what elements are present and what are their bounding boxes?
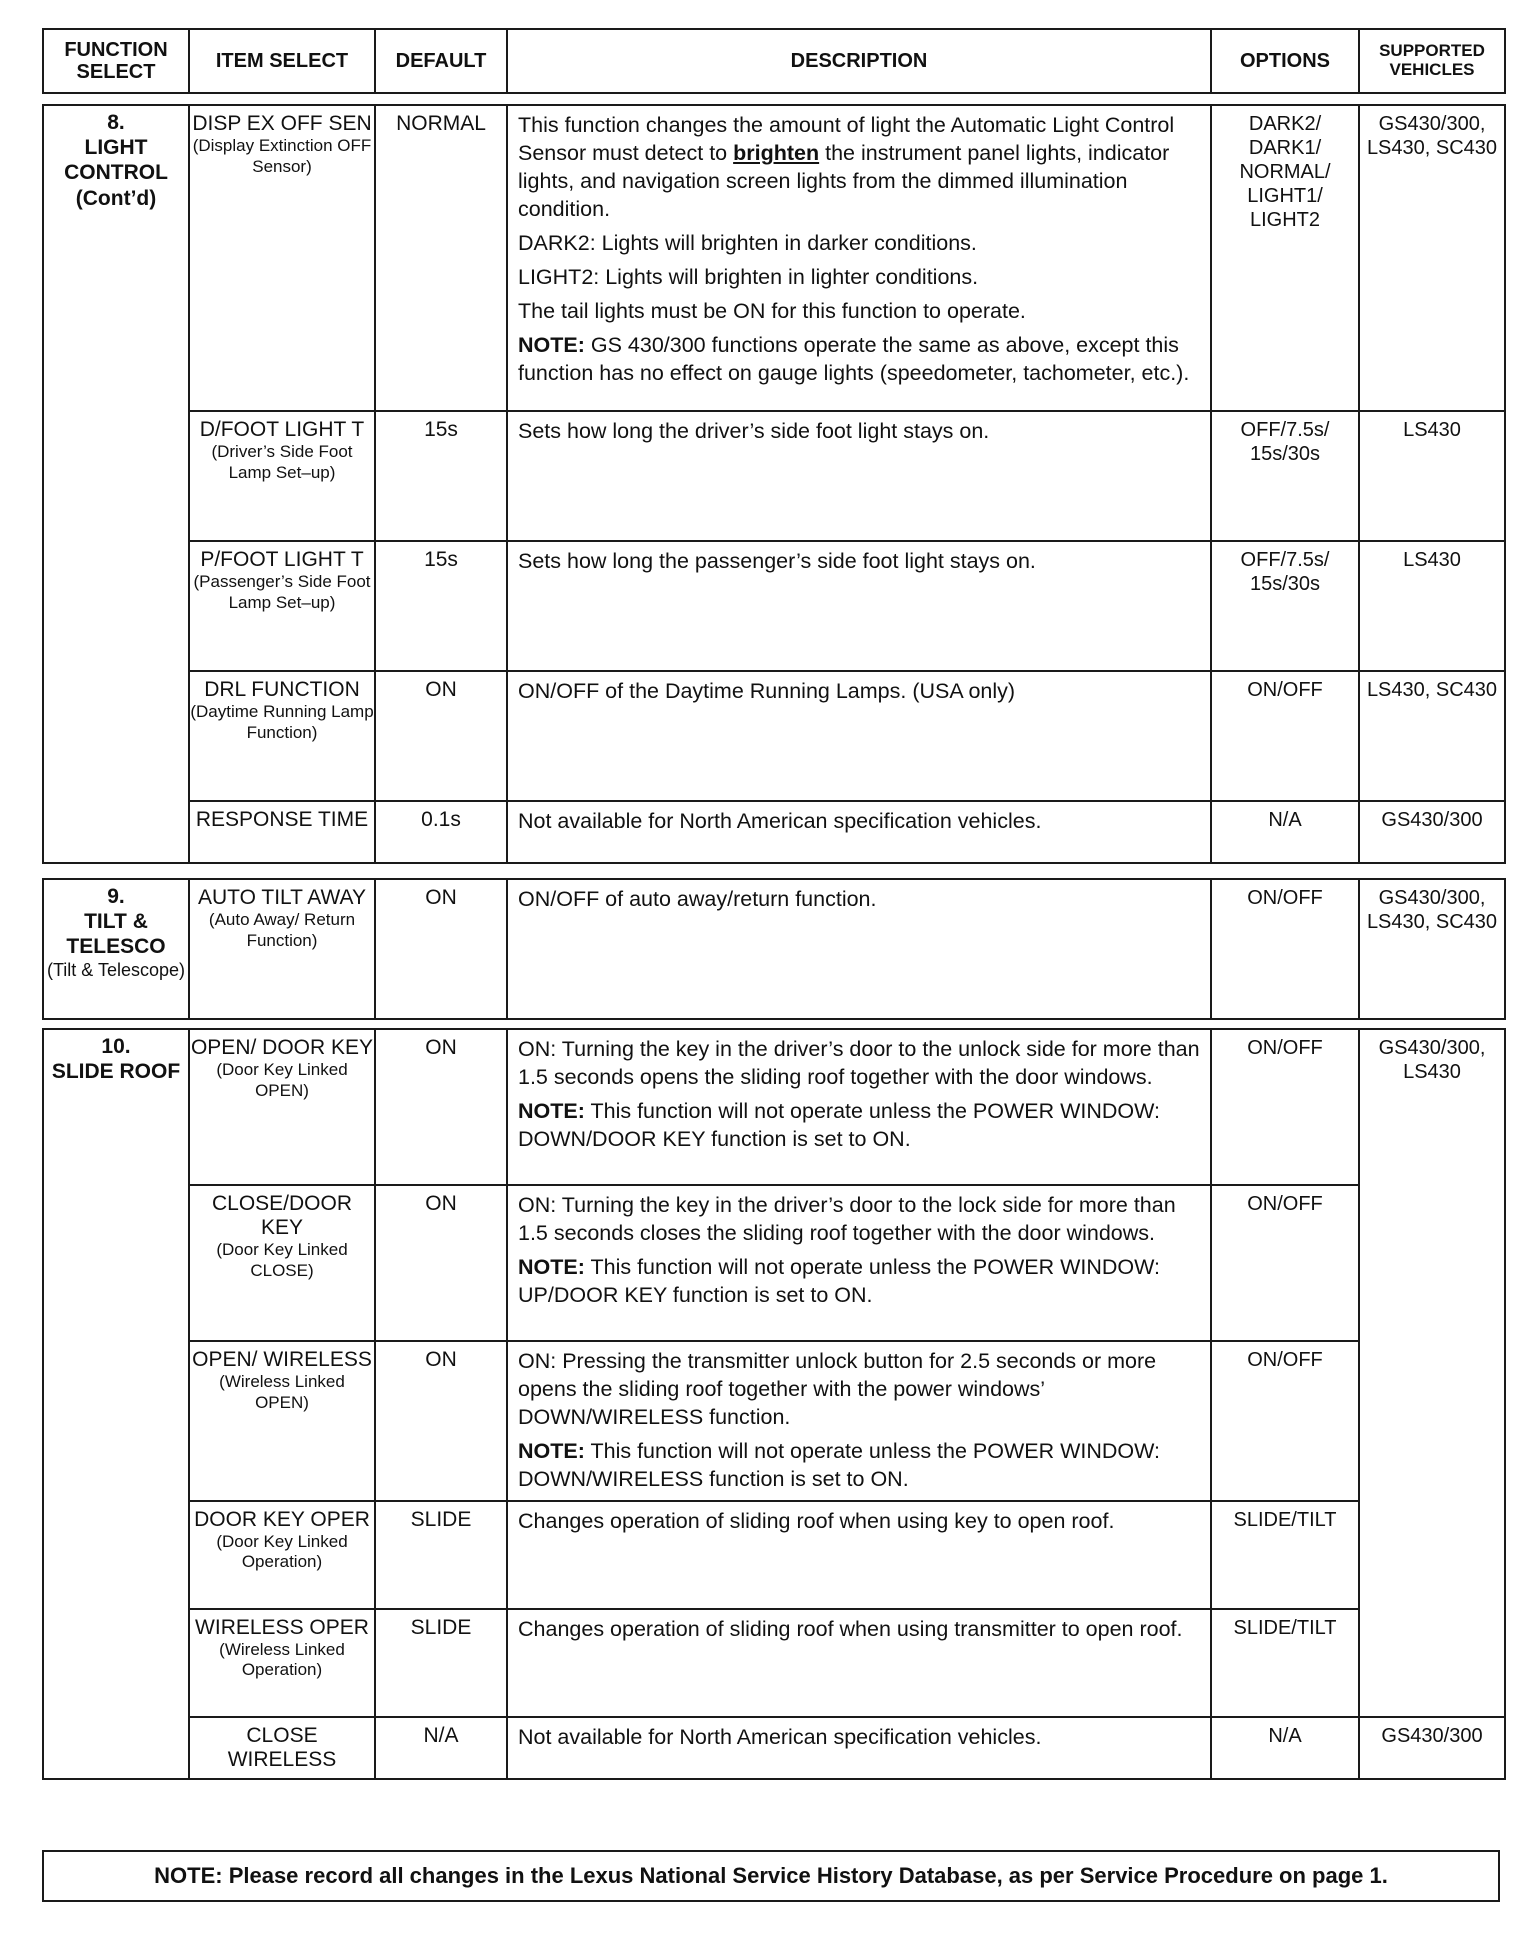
table-row xyxy=(43,1029,1505,1185)
description-text: This function will not operate unless the POWER WINDOW: DOWN/WIRELESS function is set to ON. xyxy=(518,1438,1161,1491)
table-row xyxy=(43,1501,1505,1609)
default-value: 0.1s xyxy=(375,801,507,863)
item-name: OPEN/ DOOR KEY xyxy=(190,1036,374,1059)
header-options: OPTIONS xyxy=(1211,29,1359,93)
item-paren: (Daytime Running Lamp Function) xyxy=(190,702,374,742)
header-function-select: FUNCTION SELECT xyxy=(43,29,189,93)
item-cell xyxy=(189,1717,375,1779)
description-text: Not available for North American specification vehicles. xyxy=(518,1724,1042,1749)
item-name: CLOSE WIRELESS xyxy=(227,1723,337,1771)
description-cell xyxy=(507,1185,1211,1341)
table-row xyxy=(43,1341,1505,1501)
default-value: SLIDE xyxy=(375,1609,507,1717)
function-number: 10. xyxy=(101,1035,131,1058)
item-cell xyxy=(189,1501,375,1609)
item-name: DISP EX OFF SEN xyxy=(192,112,372,135)
table-row xyxy=(43,671,1505,801)
function-cell xyxy=(43,1029,189,1779)
description-cell xyxy=(507,1029,1211,1185)
vehicles-value: GS430/300 xyxy=(1359,801,1505,863)
default-value: ON xyxy=(375,1341,507,1501)
options-value: SLIDE/TILT xyxy=(1211,1501,1359,1609)
options-value: ON/OFF xyxy=(1211,1029,1359,1185)
item-name: RESPONSE TIME xyxy=(195,808,369,831)
item-cell xyxy=(189,1029,375,1185)
default-value: SLIDE xyxy=(375,1501,507,1609)
description-text: Changes operation of sliding roof when using transmitter to open roof. xyxy=(518,1616,1183,1641)
note-label: NOTE: xyxy=(518,1098,585,1123)
description-cell xyxy=(507,879,1211,1019)
description-cell xyxy=(507,1609,1211,1717)
description-text: ON/OFF of auto away/return function. xyxy=(518,887,877,911)
description-text: ON: Pressing the transmitter unlock button for 2.5 seconds or more opens the sliding roof together with the power windows’ DOWN/WIRELESS function. xyxy=(518,1349,1157,1429)
item-paren: (Door Key Linked Operation) xyxy=(216,1531,348,1572)
note-label: NOTE: xyxy=(518,1438,585,1463)
item-paren: (Passenger’s Side Foot Lamp Set–up) xyxy=(193,572,371,612)
table-row xyxy=(43,105,1505,411)
item-cell xyxy=(189,105,375,411)
item-paren: (Door Key Linked OPEN) xyxy=(216,1060,348,1100)
item-cell xyxy=(189,1185,375,1341)
description-cell xyxy=(507,411,1211,541)
description-text: ON: Turning the key in the driver’s door to the lock side for more than 1.5 seconds closes the sliding roof together with the door windows. xyxy=(518,1193,1176,1245)
description-cell xyxy=(507,105,1211,411)
vehicles-value: GS430/300, LS430, SC430 xyxy=(1359,105,1505,411)
function-number: 9. xyxy=(107,885,125,908)
vehicles-value: LS430 xyxy=(1359,541,1505,671)
default-value: N/A xyxy=(375,1717,507,1779)
options-value: DARK2/ DARK1/ NORMAL/ LIGHT1/ LIGHT2 xyxy=(1211,105,1359,411)
default-value: ON xyxy=(375,1029,507,1185)
vehicles-value: GS430/300, LS430, SC430 xyxy=(1359,879,1505,1019)
item-name: DOOR KEY OPER xyxy=(194,1507,370,1531)
description-text: Not available for North American specification vehicles. xyxy=(518,809,1042,833)
default-value: ON xyxy=(375,879,507,1019)
header-supported-vehicles: SUPPORTED VEHICLES xyxy=(1359,29,1505,93)
item-paren: (Display Extinction OFF Sensor) xyxy=(192,136,372,176)
description-cell xyxy=(507,671,1211,801)
item-cell xyxy=(189,541,375,671)
table-row xyxy=(43,879,1505,1019)
description-emphasis: brighten xyxy=(733,140,820,165)
description-text: The tail lights must be ON for this function to operate. xyxy=(518,298,1026,323)
vehicles-value: LS430 xyxy=(1359,411,1505,541)
options-value: ON/OFF xyxy=(1211,671,1359,801)
item-cell xyxy=(189,1609,375,1717)
function-cell xyxy=(43,105,189,863)
table-row xyxy=(43,541,1505,671)
item-paren: (Auto Away/ Return Function) xyxy=(208,910,356,950)
options-value: N/A xyxy=(1211,1717,1359,1779)
item-cell xyxy=(189,671,375,801)
item-name: DRL FUNCTION xyxy=(204,678,360,701)
function-number: 8. xyxy=(107,111,125,134)
header-description: DESCRIPTION xyxy=(507,29,1211,93)
table-row xyxy=(43,1609,1505,1717)
item-name: D/FOOT LIGHT T xyxy=(199,418,365,441)
default-value: 15s xyxy=(375,411,507,541)
description-text: This function will not operate unless the POWER WINDOW: UP/DOOR KEY function is set to ON. xyxy=(518,1254,1161,1307)
note-label: NOTE: xyxy=(518,332,585,357)
options-value: N/A xyxy=(1211,801,1359,863)
function-name: SLIDE ROOF xyxy=(51,1060,181,1084)
footer-note: NOTE: Please record all changes in the Lexus National Service History Database, as per Service Procedure on page 1. xyxy=(42,1850,1500,1902)
item-cell xyxy=(189,879,375,1019)
options-value: ON/OFF xyxy=(1211,1185,1359,1341)
item-cell xyxy=(189,1341,375,1501)
vehicles-value: GS430/300, LS430 xyxy=(1359,1029,1505,1717)
description-text: ON: Turning the key in the driver’s door to the unlock side for more than 1.5 seconds opens the sliding roof together with the door windows. xyxy=(518,1037,1200,1089)
header-default: DEFAULT xyxy=(375,29,507,93)
table-row xyxy=(43,801,1505,863)
item-cell xyxy=(189,801,375,863)
description-cell xyxy=(507,801,1211,863)
vehicles-value: LS430, SC430 xyxy=(1359,671,1505,801)
item-paren: (Wireless Linked OPEN) xyxy=(219,1372,345,1412)
description-text: ON/OFF of the Daytime Running Lamps. (USA only) xyxy=(518,679,1016,703)
description-cell xyxy=(507,1717,1211,1779)
function-cell xyxy=(43,879,189,1019)
section-tilt-telesco xyxy=(42,878,1506,1020)
description-cell xyxy=(507,1341,1211,1501)
default-value: ON xyxy=(375,1185,507,1341)
item-name: AUTO TILT AWAY xyxy=(197,886,367,909)
item-paren: (Wireless Linked Operation) xyxy=(219,1639,345,1680)
header-table xyxy=(42,28,1506,94)
item-paren: (Driver’s Side Foot Lamp Set–up) xyxy=(211,442,353,482)
vehicles-value: GS430/300 xyxy=(1359,1717,1505,1779)
description-cell xyxy=(507,1501,1211,1609)
item-name: OPEN/ WIRELESS xyxy=(192,1348,372,1371)
description-text: Sets how long the driver’s side foot light stays on. xyxy=(518,419,990,443)
description-text: DARK2: Lights will brighten in darker conditions. xyxy=(518,230,977,255)
options-value: ON/OFF xyxy=(1211,879,1359,1019)
description-text: LIGHT2: Lights will brighten in lighter conditions. xyxy=(518,264,979,289)
item-name: CLOSE/DOOR KEY xyxy=(211,1192,353,1240)
function-name: LIGHT CONTROL (Cont’d) xyxy=(64,136,168,210)
description-cell xyxy=(507,541,1211,671)
section-light-control xyxy=(42,104,1506,864)
default-value: NORMAL xyxy=(375,105,507,411)
table-row xyxy=(43,411,1505,541)
description-text: Changes operation of sliding roof when using key to open roof. xyxy=(518,1508,1115,1533)
description-text: This function will not operate unless the POWER WINDOW: DOWN/DOOR KEY function is set to ON. xyxy=(518,1098,1161,1151)
item-name: WIRELESS OPER xyxy=(195,1615,369,1639)
table-row xyxy=(43,1717,1505,1779)
description-text: This function changes the amount of light the Automatic Light Control Sensor must detect to xyxy=(518,113,1175,165)
item-name: P/FOOT LIGHT T xyxy=(200,548,364,571)
item-cell xyxy=(189,411,375,541)
item-paren: (Door Key Linked CLOSE) xyxy=(216,1240,348,1280)
table-row xyxy=(43,1185,1505,1341)
options-value: ON/OFF xyxy=(1211,1341,1359,1501)
default-value: 15s xyxy=(375,541,507,671)
function-name: TILT & TELESCO xyxy=(66,910,166,959)
default-value: ON xyxy=(375,671,507,801)
description-text: Sets how long the passenger’s side foot light stays on. xyxy=(518,549,1036,573)
header-item-select: ITEM SELECT xyxy=(189,29,375,93)
description-text: GS 430/300 functions operate the same as above, except this function has no effect on gauge lights (speedometer, tachometer, etc.). xyxy=(518,332,1190,385)
description-text: the instrument panel lights, indicator lights, and navigation screen lights from the dimmed illumination condition. xyxy=(518,140,1170,221)
options-value: OFF/7.5s/ 15s/30s xyxy=(1211,541,1359,671)
function-sub: (Tilt & Telescope) xyxy=(46,959,186,980)
options-value: OFF/7.5s/ 15s/30s xyxy=(1211,411,1359,541)
section-slide-roof xyxy=(42,1028,1506,1780)
note-label: NOTE: xyxy=(518,1254,585,1279)
options-value: SLIDE/TILT xyxy=(1211,1609,1359,1717)
